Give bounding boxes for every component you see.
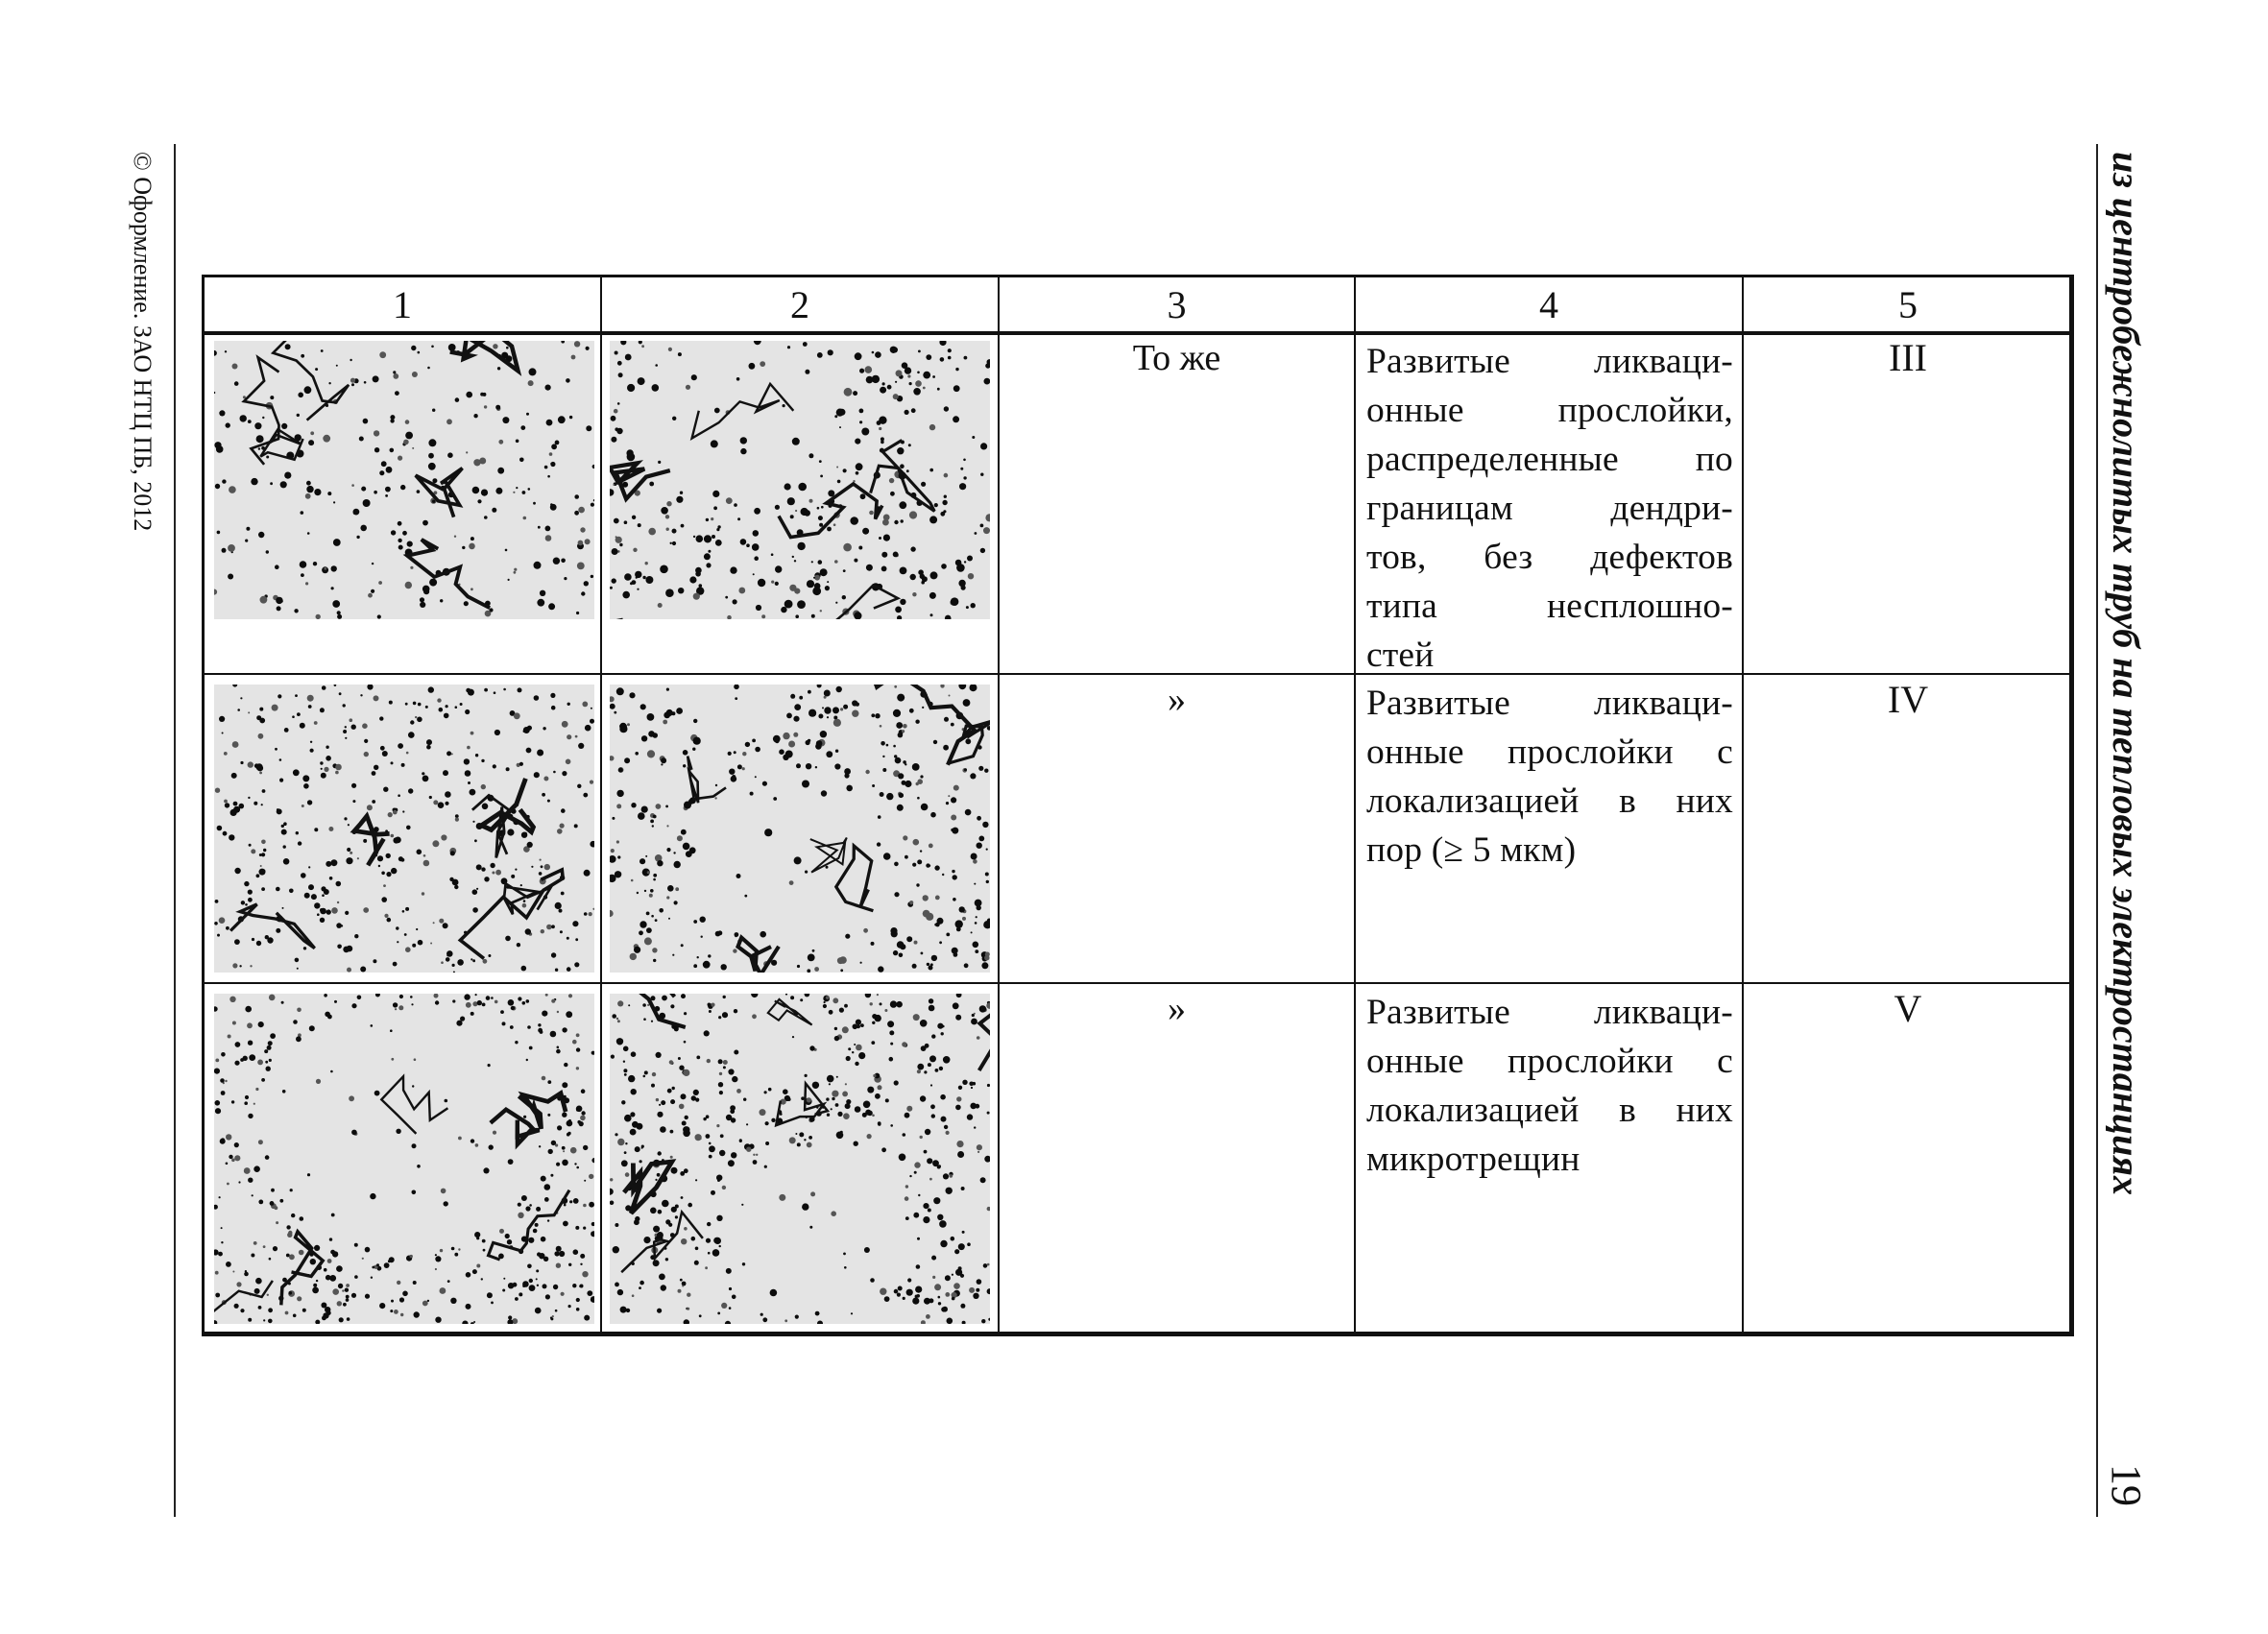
right-margin-rule: [2096, 144, 2098, 1517]
row2-col4-text: [1366, 679, 1733, 875]
micrograph-image: [214, 341, 594, 619]
micrograph-image: [610, 994, 990, 1324]
row3-col4-line: микротрещин: [1366, 1140, 1580, 1179]
row3-col4-line: локализацией в них: [1366, 1091, 1733, 1130]
row1-col4-line: границам дендри-: [1366, 489, 1733, 528]
row3-col4-text: [1366, 988, 1733, 1184]
row1-col4-line: стей: [1366, 636, 1435, 675]
header-col-3: 3: [1167, 283, 1187, 326]
page-number: 19: [2103, 1464, 2150, 1506]
copyright-text: © Оформление. ЗАО НТЦ ПБ, 2012: [129, 152, 157, 532]
row3-col3-text: »: [1168, 989, 1186, 1029]
row3-col5-text: V: [1894, 987, 1922, 1030]
micrograph-row1-col1: [214, 341, 594, 619]
header-col-4: 4: [1539, 283, 1558, 326]
micrograph-image: [214, 994, 594, 1324]
row-divider: [205, 673, 2069, 675]
row1-col4-line: онные прослойки,: [1366, 391, 1733, 430]
micrograph-row1-col2: [610, 341, 990, 619]
header-col-2: 2: [790, 283, 809, 326]
micrograph-row2-col2: [610, 685, 990, 973]
micrograph-image: [610, 685, 990, 973]
running-title: из центробежнолитых труб на тепловых электростанциях: [2105, 152, 2148, 1195]
left-margin-rule: [174, 144, 176, 1517]
row2-col4-line: Развитые ликваци-: [1366, 684, 1733, 723]
column-divider: [1742, 277, 1744, 1332]
row3-col4-line: онные прослойки с: [1366, 1042, 1733, 1081]
structure-classification-table: [202, 275, 2074, 1336]
row2-col4-line: онные прослойки с: [1366, 733, 1733, 772]
micrograph-row3-col2: [610, 994, 990, 1324]
row1-col4-line: Развитые ликваци-: [1366, 342, 1733, 381]
row1-col4-text: [1366, 337, 1733, 680]
micrograph-image: [610, 341, 990, 619]
row2-col5-text: IV: [1887, 678, 1929, 721]
header-col-5: 5: [1898, 283, 1918, 326]
micrograph-row2-col1: [214, 685, 594, 973]
row1-col3-text: То же: [1132, 338, 1221, 378]
row-divider: [205, 982, 2069, 984]
micrograph-row3-col1: [214, 994, 594, 1324]
row3-col4-line: Развитые ликваци-: [1366, 993, 1733, 1032]
row1-col4-line: распределенные по: [1366, 440, 1733, 479]
row2-col4-line: локализацией в них: [1366, 781, 1733, 821]
row2-col4-line: пор (≥ 5 мкм): [1366, 830, 1577, 870]
column-divider: [1354, 277, 1356, 1332]
row1-col4-line: тов, без дефектов: [1366, 538, 1733, 577]
row1-col4-line: типа несплошно-: [1366, 587, 1733, 626]
column-divider: [600, 277, 602, 1332]
micrograph-image: [214, 685, 594, 973]
column-divider: [998, 277, 1000, 1332]
row2-col3-text: »: [1168, 680, 1186, 720]
row1-col5-text: III: [1889, 336, 1927, 379]
header-col-1: 1: [393, 283, 412, 326]
